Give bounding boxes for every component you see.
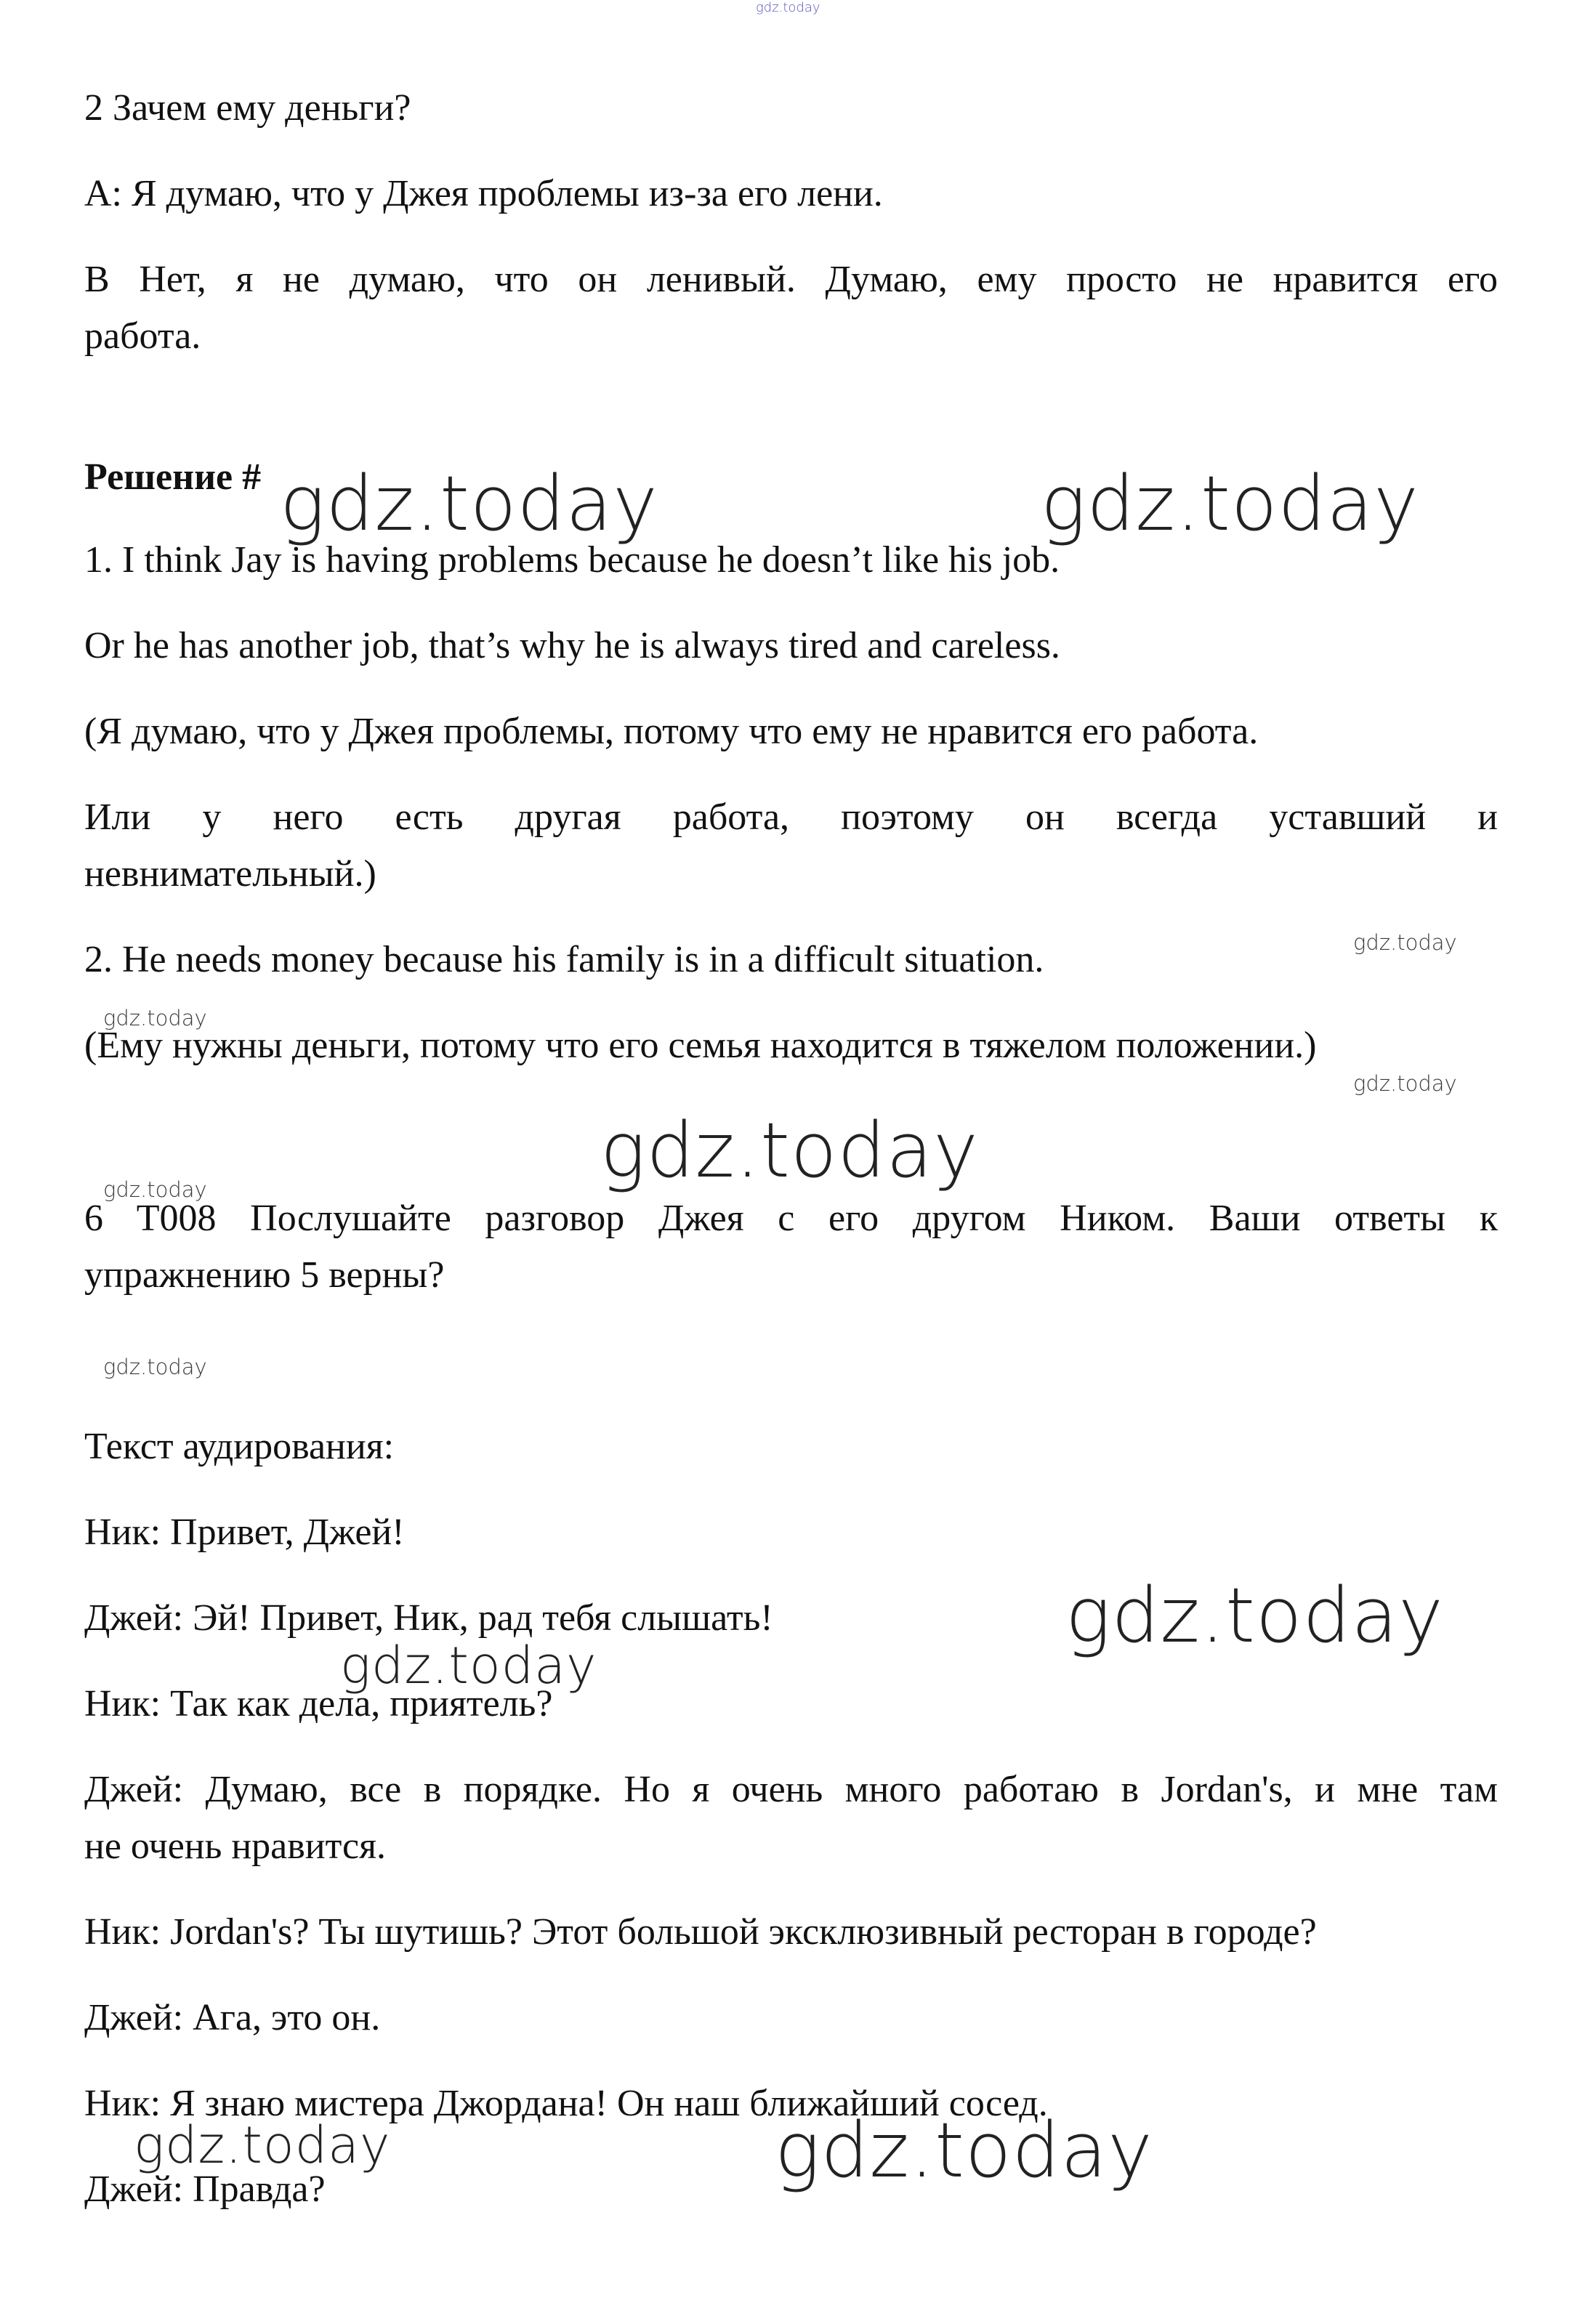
dialogue-line: Ник: Привет, Джей!	[84, 1512, 405, 1553]
solution-1-russian-continued-line1: Или у него есть другая работа, поэтому он всегда уставший и	[84, 796, 1498, 838]
solution-1-russian: (Я думаю, что у Джея проблемы, потому что ему не нравится его работа.	[84, 711, 1259, 752]
watermark: gdz.today	[134, 2115, 391, 2175]
answer-b-line2: работа.	[84, 315, 201, 357]
solution-2-english: 2. He needs money because his family is in a difficult situation.	[84, 939, 1044, 980]
task-6-line1: 6 T008 Послушайте разговор Джея с его другом Ником. Ваши ответы к	[84, 1198, 1498, 1239]
solution-heading: Решение #	[84, 456, 262, 498]
watermark: gdz.today	[600, 1106, 979, 1195]
dialogue-line: Джей: Правда?	[84, 2168, 326, 2210]
dialogue-line: Ник: Так как дела, приятель?	[84, 1683, 553, 1724]
dialogue-line: Джей: Думаю, все в порядке. Но я очень много работаю в Jordan's, и мне там	[84, 1769, 1498, 1810]
watermark: gdz.today	[280, 459, 658, 548]
dialogue-line: не очень нравится.	[84, 1825, 386, 1867]
top-watermark: gdz.today	[756, 0, 820, 15]
dialogue-line: Ник: Я знаю мистера Джордана! Он наш ближайший сосед.	[84, 2083, 1048, 2124]
watermark: gdz.today	[103, 1355, 207, 1379]
question-2: 2 Зачем ему деньги?	[84, 87, 411, 129]
watermark: gdz.today	[1065, 1571, 1444, 1660]
watermark: gdz.today	[775, 2106, 1153, 2195]
solution-1-english-continued: Or he has another job, that’s why he is always tired and careless.	[84, 625, 1060, 666]
solution-1-english: 1. I think Jay is having problems because he doesn’t like his job.	[84, 539, 1060, 581]
answer-a: A: Я думаю, что у Джея проблемы из-за его лени.	[84, 173, 883, 214]
watermark: gdz.today	[1353, 930, 1457, 955]
watermark: gdz.today	[1353, 1071, 1457, 1096]
solution-2-russian: (Ему нужны деньги, потому что его семья находится в тяжелом положении.)	[84, 1025, 1317, 1066]
solution-1-russian-continued-line2: невнимательный.)	[84, 853, 376, 895]
watermark: gdz.today	[340, 1636, 597, 1695]
task-6-line2: упражнению 5 верны?	[84, 1254, 445, 1296]
dialogue-line: Ник: Jordan's? Ты шутишь? Этот большой эксклюзивный ресторан в городе?	[84, 1911, 1317, 1953]
watermark: gdz.today	[103, 1006, 207, 1030]
answer-b-line1: B Нет, я не думаю, что он ленивый. Думаю, ему просто не нравится его	[84, 259, 1498, 300]
watermark: gdz.today	[103, 1177, 207, 1202]
watermark: gdz.today	[1041, 459, 1419, 548]
dialogue-line: Джей: Ага, это он.	[84, 1997, 381, 2038]
listening-heading: Текст аудирования:	[84, 1426, 395, 1467]
dialogue-line: Джей: Эй! Привет, Ник, рад тебя слышать!	[84, 1597, 773, 1639]
